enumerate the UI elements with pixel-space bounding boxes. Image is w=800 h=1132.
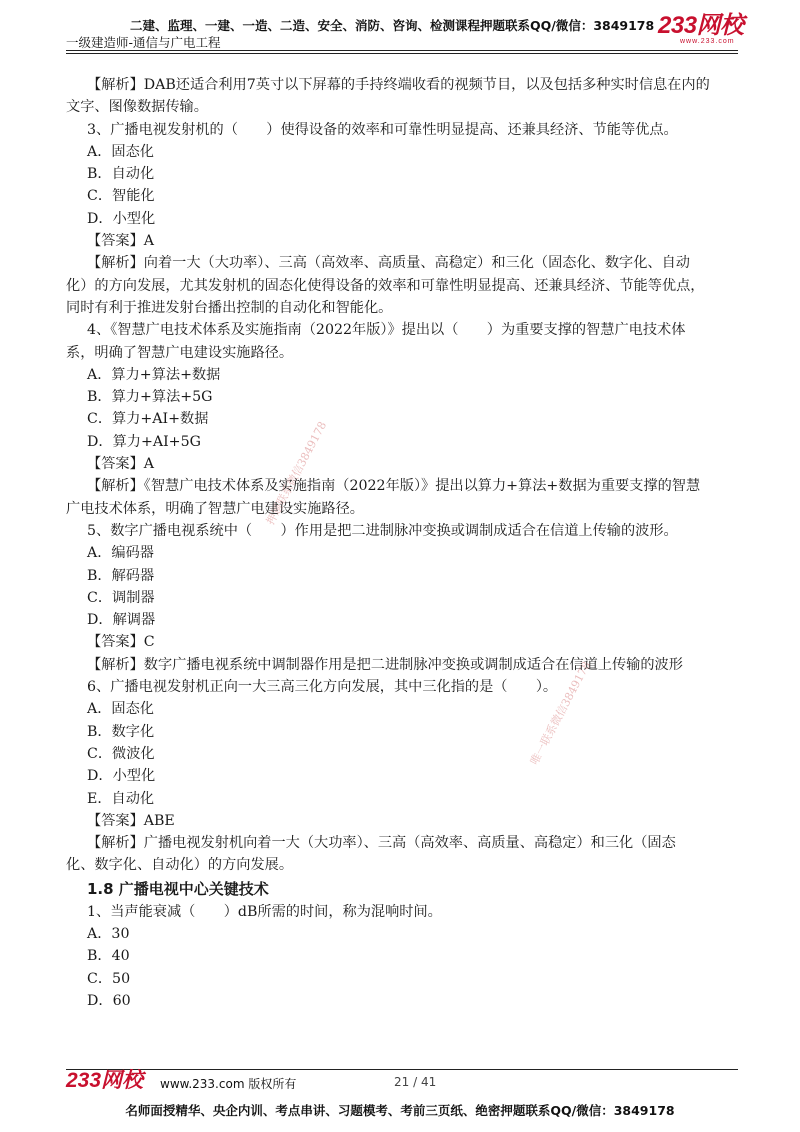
option-b: B．解码器 [87, 567, 155, 584]
question-4: 4、《智慧广电技术体系及实施指南（2022年版）》提出以（ ）为重要支撑的智慧广电技术体 [87, 322, 686, 339]
option-d: D．小型化 [87, 768, 156, 785]
explanation: 【解析】向着一大（大功率）、三高（高效率、高质量、高稳定）和三化（固态化、数字化、自动 [87, 255, 690, 272]
option-c: C．调制器 [87, 589, 155, 606]
page-number: 21 / 41 [394, 1075, 437, 1089]
option-c: C．50 [87, 970, 131, 987]
footer-contact-line: 名师面授精华、央企内训、考点串讲、习题模考、考前三页纸、绝密押题联系QQ/微信：3849178 [125, 1103, 675, 1118]
logo-233: 233网校 [658, 12, 744, 39]
explanation: 化）的方向发展，尤其发射机的固态化使得设备的效率和可靠性明显提高、还兼具经济、节能等优点， [66, 277, 705, 294]
answer: 【答案】ABE [87, 812, 175, 829]
option-d: D．解调器 [87, 612, 156, 629]
answer: 【答案】A [87, 456, 154, 473]
explanation: 化、数字化、自动化）的方向发展。 [66, 857, 294, 874]
option-a: A．固态化 [87, 143, 154, 160]
header-subtitle: 一级建造师-通信与广电工程 [66, 35, 221, 50]
watermark-stamp: 押题联系微信3849178 [263, 419, 330, 528]
watermark-stamp: 唯一联系微信3849178 [527, 659, 594, 768]
option-c: C．智能化 [87, 188, 155, 205]
explanation: 同时有利于推进发射台播出控制的自动化和智能化。 [66, 299, 393, 316]
option-d: D．算力+AI+5G [87, 433, 201, 450]
answer: 【答案】A [87, 233, 154, 250]
footer-copyright: www.233.com 版权所有 [160, 1077, 297, 1091]
question-3: 3、广播电视发射机的（ ）使得设备的效率和可靠性明显提高、还兼具经济、节能等优点。 [87, 121, 678, 138]
option-b: B．40 [87, 948, 130, 965]
option-c: C．微波化 [87, 745, 155, 762]
explanation: 广电技术体系，明确了智慧广电建设实施路径。 [66, 500, 364, 517]
header-contact-line: 二建、监理、一建、一造、二造、安全、消防、咨询、检测课程押题联系QQ/微信：3849178 [130, 18, 655, 33]
text-line: 文字、图像数据传输。 [66, 99, 208, 116]
option-b: B．自动化 [87, 166, 155, 183]
option-e: E．自动化 [87, 790, 155, 807]
footer-logo: 233网校 [66, 1069, 144, 1092]
question-4: 系，明确了智慧广电建设实施路径。 [66, 344, 294, 361]
option-b: B．算力+算法+5G [87, 389, 213, 406]
logo-url: www.233.com [680, 38, 735, 45]
question-1: 1、当声能衰减（ ）dB所需的时间，称为混响时间。 [87, 903, 442, 920]
question-6: 6、广播电视发射机正向一大三高三化方向发展，其中三化指的是（ ）。 [87, 679, 558, 696]
option-a: A．算力+算法+数据 [87, 366, 221, 383]
header-divider [66, 50, 738, 51]
question-5: 5、数字广播电视系统中（ ）作用是把二进制脉冲变换或调制成适合在信道上传输的波形。 [87, 522, 678, 539]
section-heading: 1.8 广播电视中心关键技术 [87, 879, 269, 898]
explanation: 【解析】广播电视发射机向着一大（大功率）、三高（高效率、高质量、高稳定）和三化（固态 [87, 835, 676, 852]
explanation: 【解析】数字广播电视系统中调制器作用是把二进制脉冲变换或调制成适合在信道上传输的波形 [87, 656, 683, 673]
option-a: A．固态化 [87, 701, 154, 718]
option-d: D．小型化 [87, 210, 156, 227]
option-c: C．算力+AI+数据 [87, 411, 209, 428]
explanation: 【解析】《智慧广电技术体系及实施指南（2022年版）》提出以算力+算法+数据为重要支撑的智慧 [87, 478, 701, 495]
option-a: A．编码器 [87, 545, 154, 562]
option-d: D．60 [87, 992, 131, 1009]
option-b: B．数字化 [87, 723, 155, 740]
text-line: 【解析】DAB还适合利用7英寸以下屏幕的手持终端收看的视频节目，以及包括多种实时信息在内的 [87, 77, 710, 93]
answer: 【答案】C [87, 634, 155, 651]
footer-divider [66, 1069, 738, 1070]
header-divider-secondary [66, 53, 738, 54]
document-body [66, 74, 742, 1012]
option-a: A．30 [87, 925, 130, 942]
